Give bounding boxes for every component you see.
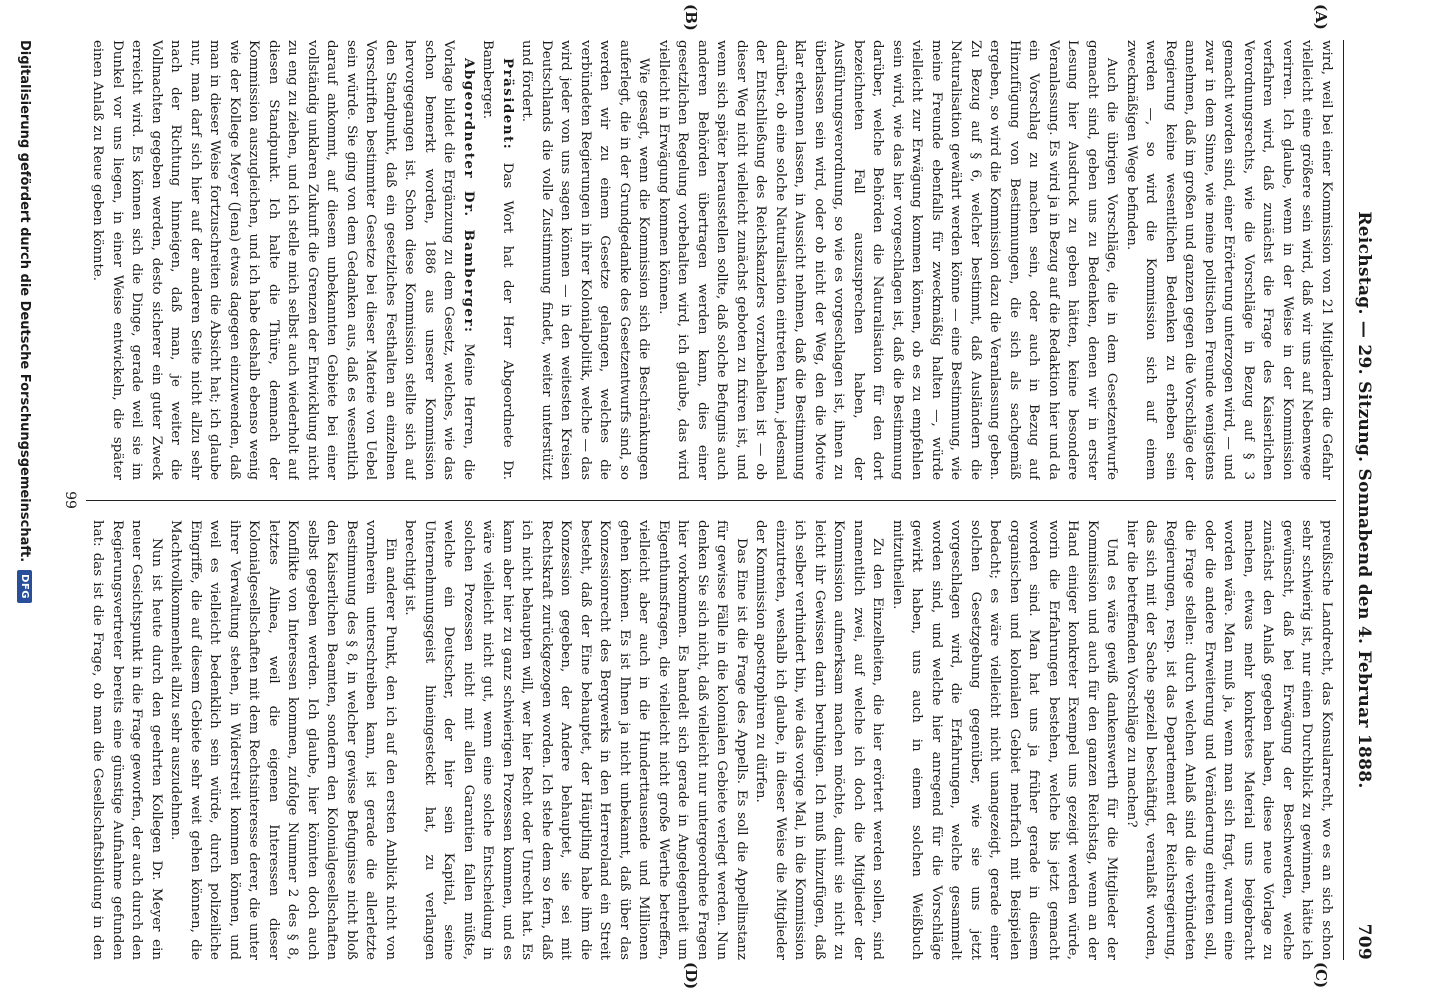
margin-letter-d: (D) [682, 962, 700, 990]
paragraph: Auch die übrigen Vorschläge, die in dem Gesetzentwurfe gemacht sind, geben uns zu Bedenken, denen wir in erster Lesung hier Ausdruck zu geben hätten, keine besondere Veranlassung. Es wird ja in Bezug auf die Redaktion hier und da ein Vorschlag zu machen sein, oder auch in Bezug auf Hinzufügung von Bestimmungen, die sich als sachgemäß ergeben, so wird die Kommission dazu die Veranlassung geben. Zu Bezug auf § 6, welcher bestimmt, daß Ausländern die Naturalisation gewährt werden könne — eine Bestimmung, wie meine Freunde ebenfalls für zweckmäßig halten —, würde vielleicht zur Erwägung kommen können, ob es zu empfehlen sein wird, wie das hier vorgeschlagen ist, daß die Bestimmung darüber, welche Behörden die Naturalisation für den dort bezeichneten Fall auszusprechen haben, der Ausführungsverordnung, so wie es vorgeschlagen ist, ihnen zu überlassen sein wird, oder ob nicht der Weg, den die Motive klar erkennen lassen, in Aussicht nehmen, daß die Bestimmung darüber, ob eine solche Naturalisation eintreten kann, jedesmal der Entschließung des Reichskanzlers vorzubehalten ist — ob dieser Weg nicht vielleicht zunächst geboten zu fixiren ist, und wenn sich später herausstellen sollte, daß solche Befugnis auch anderen Behörden übertragen werden kann, dies einer gesetzlichen Regelung vorbehalten wird, ich glaube, das wird vielleicht in Erwägung kommen können. [656, 40, 1120, 480]
dfg-logo: DFG [17, 570, 32, 603]
president-statement [478, 40, 517, 480]
paragraph [86, 40, 88, 480]
margin-letter-a: (A) [1312, 4, 1330, 30]
margin-letter-c: (C) [1312, 962, 1330, 989]
left-column [86, 40, 1336, 480]
speaker-text: Meine Herren, die Vorlage bildet die Ergänzung zu dem Gesetz, welches, wie das schon bemerkt worden, 1886 aus unserer Kommission hervorgegangen ist. Schon diese Kommission stellte sich auf den Standpunkt, daß ein gesetzliches Festhalten an einzelnen Vorschriften bestimmter Gesetze bei dieser Materie von Uebel sein würde. Sie ging von dem Gedanken aus, daß es wesentlich darauf ankommt, auf diesem unbekannten Gebiete bei einer vollständig unklaren Zukunft die Grenzen der Entwicklung nicht zu eng zu ziehen, und ich stelle mich selbst auch wiederholt auf diesen Standpunkt. Ich halte die Thüre, demnach der Kommission auszugleichen, und ich habe deshalb ebenso wenig wie der Kollege Meyer (Jena) etwas dagegen einzuwenden, daß man in dieser Weise fortzuschreiten die Absicht hat; ich glaube nur, man darf sich hier auf der anderen Seite nicht allzu sehr nach der Richtung hinneigen, daß man, je weiter die Vollmachten gegeben werden, desto sicherer ein guter Zweck erreicht wird. Es können sich die Dinge, gerade weil sie im Dunkel vor uns liegen, in einer Weise entwickeln, die später einen Anlaß zu Reue geben könnte. [90, 40, 476, 480]
digitization-footer [17, 40, 32, 960]
speaker-paragraph [88, 40, 478, 480]
paragraph: Zu den Einzelheiten, die hier erörtert werden sollen, sind namentlich zwei, auf welche ich doch die Mitglieder der Kommission aufmerksam machen möchte, damit sie nicht zu leicht ihr Gewissen darin beruhigen. Ich muß hinzufügen, daß ich selber verhindert bin, wie das vorige Mal, in die Kommission einzutreten, weshalb ich glaube, in dieser Weise die Mitglieder der Kommission apostrophiren zu dürfen. [753, 520, 886, 960]
paragraph: Wie gesagt, wenn die Kommission sich die Beschränkungen auferlegt, die in der Grundgedanke des Gesetzentwurfs sind, so werden wir zu einem Gesetze gelangen, welches die verbündeten Regierungen in ihrer Kolonialpolitik, welche — das wird jeder von uns sagen können — in den weitesten Kreisen Deutschlands die volle Zustimmung findet, weiter unterstützt und fördert. [519, 40, 652, 480]
header-rule [1343, 40, 1344, 960]
paragraph: Ein anderer Punkt, den ich auf den ersten Anblick nicht von vornherein unterschreiben kann, ist gerade die allerletzte Bestimmung des § 8, in welcher gewisse Befugnisse nicht bloß den Kaiserlichen Beamten, sondern den Kolonialgesellschaften selbst gegeben werden. Ich glaube, hier könnten doch auch Konflikte von Interessen kommen, zufolge Nummer 2 des § 8, letztes Alinea, weil die eigenen Interessen dieser Kolonialgesellschaften mit dem Rechtsinteresse derer, die unter ihrer Verwaltung stehen, in Widerstreit kommen können, und weil es vielleicht bedenklich sein würde, durch polizeiliche Eingriffe, die auf diesem Gebiete sehr weit gehen können, die Machtvollkommenheit allzu sehr auszudehnen. [168, 520, 398, 960]
president-text: Das Wort hat der Herr Abgeordnete Dr. Bamberger. [480, 40, 515, 480]
paragraph: Und es wäre gewiß dankenswerth für die Mitglieder der Kommission und auch für den ganzen Reichstag, wenn an der Hand einiger konkreter Exempel uns gezeigt werden würde, worin die Erfahrungen bestehen, welche bis jetzt gemacht worden sind. Man hat uns ja früher gerade in diesem organischen und kolonialen Gebiet mehrfach mit Beispielen bedacht; es wäre vielleicht nicht unangezeigt, gerade einer solchen Gesetzgebung gegenüber, wie sie uns jetzt vorgeschlagen wird, die Erfahrungen, welche gesammelt worden sind, und welche hier anregend für die Vorschläge gewirkt haben, uns auch in einem solchen Weißbuch mitzutheilen. [890, 520, 1120, 960]
column-divider [86, 500, 1336, 501]
margin-letter-b: (B) [682, 4, 700, 31]
paragraph: preußische Landrecht, das Konsularrecht, wo es an sich schon sehr schwierig ist, nur einen Durchblick zu gewinnen, hätte ich gewünscht, daß bei Erwägung der Beschwerden, welche zunächst den Anlaß gegeben haben, diese neue Vorlage zu machen, etwas mehr konkretes Material uns beigebracht worden wäre. Man muß ja, wenn man sich fragt, warum eine oder die andere Erweiterung und Veränderung eintreten soll, die Frage stellen: durch welchen Anlaß sind die verbündeten Regierungen, resp. ist das Departement der Reichsregierung, das sich mit der Sache speziell beschäftigt, veranlaßt worden, hier die betreffenden Vorschläge zu machen? [1124, 520, 1334, 960]
page-number: 709 [1354, 923, 1374, 960]
page-title: Reichstag. — 29. Sitzung. Sonnabend den 4. Februar 1888. [1354, 211, 1374, 789]
paragraph: Das Eine ist die Frage des Appells. Es soll die Appellinstanz für gewisse Fälle in die kolonialen Gebiete verlegt werden. Nun denken Sie sich nicht, daß vielleicht nur untergeordnete Fragen hier vorkommen. Es handelt sich gerade in Angelegenheit um Eigenthumsfragen, die vielleicht nicht große Werthe betreffen, vielleicht aber auch in die Hunderttausende und Millionen gehen können. Es ist Ihnen ja nicht unbekannt, daß über das Konzessionrecht des Bergwerks in den Herreroland ein Streit besteht, daß der Eine behauptet, der Häuptling habe ihm die Konzession gegeben, der Andere behauptet, sie sei mit Rechtskraft zurückgezogen worden. Ich stehe dem so fern, daß ich nicht behaupten will, wer hier Recht oder Unrecht hat. Es kann aber hier zu ganz schwierigen Prozessen kommen, und es wäre vielleicht nicht gut, wenn eine solche Entscheidung in solchen Prozessen nicht mit allen Garantien fallen müßte, welche ein Deutscher, der hier sein Kapital, seine Unternehmungsgeist hineingesteckt hat, zu verlangen berechtigt ist. [402, 520, 749, 960]
digitization-note: Digitalisierung gefördert durch die Deutsche Forschungsgemeinschaft. [17, 40, 32, 563]
speaker-heading: Abgeordneter Dr. Bamberger: [461, 58, 477, 334]
right-column [86, 520, 1336, 960]
running-head [1350, 40, 1374, 960]
sheet-number: 99 [62, 491, 78, 509]
paragraph: Nun ist heute durch den geehrten Kollegen Dr. Meyer ein neuer Gesichtspunkt in die Frage geworfen, der auch durch den Regierungsvertreter bereits eine günstige Aufnahme gefunden hat: das ist die Frage, ob man die Gesellschaftsbildung in den [90, 520, 164, 960]
paragraph: wird, weil bei einer Kommission von 21 Mitgliedern die Gefahr vielleicht eine größere sein wird, daß wir uns auf Nebenwege verirren. Ich glaube, wenn in der Weise in der Kommission verfahren wird, daß zunächst die Frage des Kaiserlichen Verordnungsrechts, wie die Vorschläge in Bezug auf § 3 gemacht worden sind, einer Erörterung unterzogen wird, — und zwar in dem Sinne, wie meine politischen Freunde wenigstens annehmen, daß im großen und ganzen gegen die Vorschläge der Regierung keine wesentlichen Bedenken zu erheben sein werden —, so wird die Kommission sich auf einem zweckmäßigen Wege befinden. [1124, 40, 1334, 480]
president-label: Präsident: [500, 58, 516, 151]
